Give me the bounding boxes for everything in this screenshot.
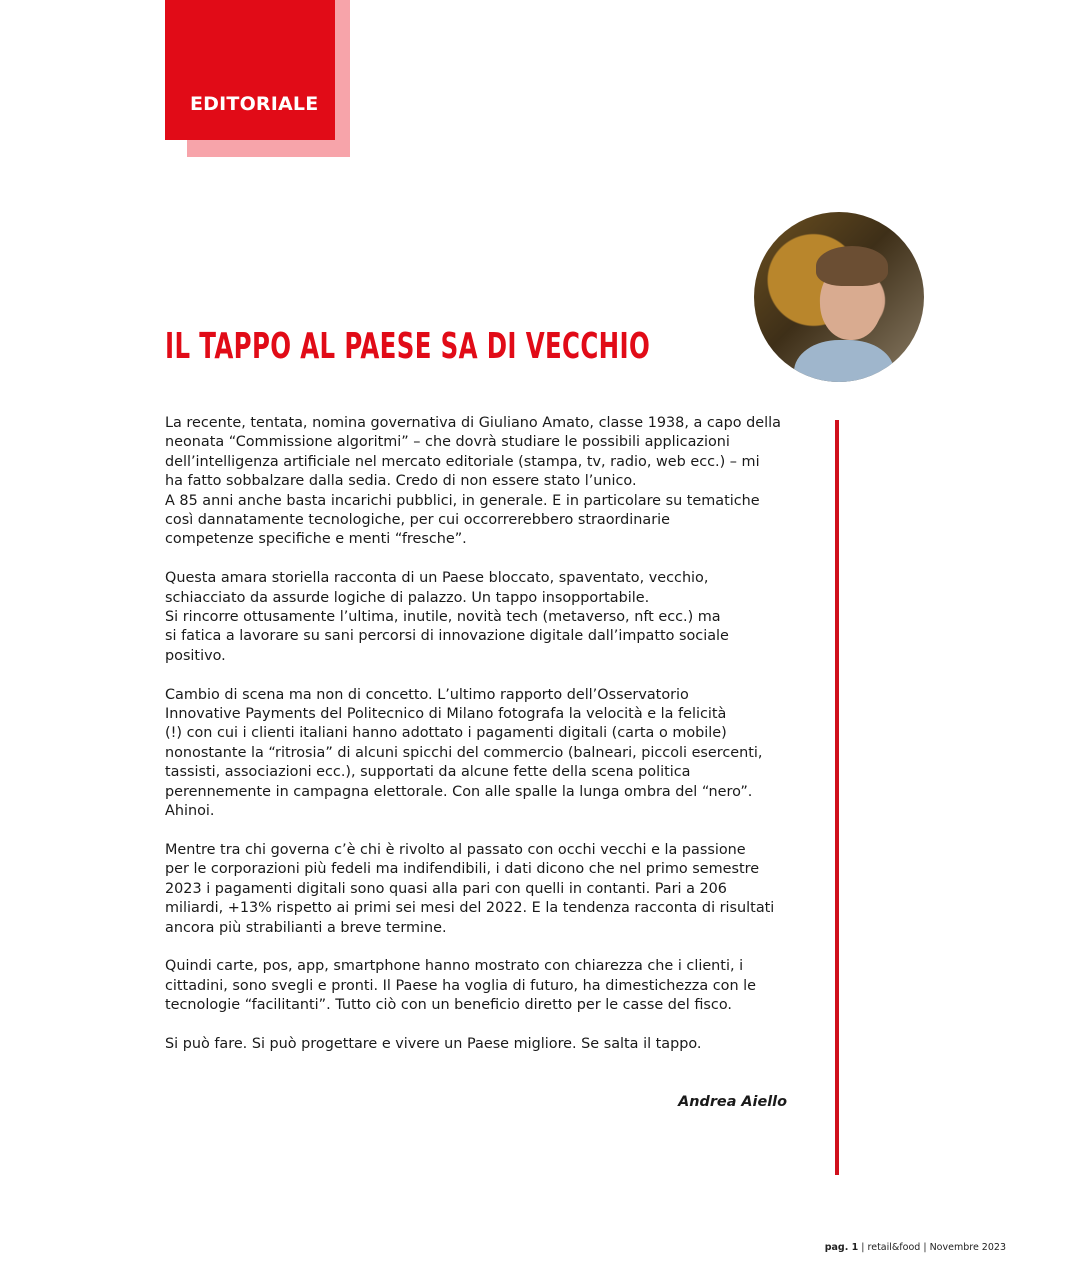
text-line: A 85 anni anche basta incarichi pubblici, in generale. E in particolare su tematiche [165,492,760,509]
magazine-name: retail&food [867,1242,921,1253]
paragraph [165,1035,795,1054]
text-line: positivo. [165,647,226,664]
page-footer [825,1242,1006,1253]
paragraph [165,569,795,666]
issue-date: Novembre 2023 [929,1242,1006,1253]
article-body [165,414,795,1074]
text-line: 2023 i pagamenti digitali sono quasi alla pari con quelli in contanti. Pari a 206 [165,880,727,897]
text-line: perennemente in campagna elettorale. Con alle spalle la lunga ombra del “nero”. [165,783,753,800]
text-line: tecnologie “facilitanti”. Tutto ciò con un beneficio diretto per le casse del fisco. [165,997,732,1014]
text-line: Questa amara storiella racconta di un Paese bloccato, spaventato, vecchio, [165,570,709,587]
text-line: Ahinoi. [165,803,215,820]
vertical-divider [835,420,839,1175]
text-line: Quindi carte, pos, app, smartphone hanno mostrato con chiarezza che i clienti, i [165,958,744,975]
text-line: competenze specifiche e menti “fresche”. [165,531,467,548]
page-number: pag. 1 [824,1242,859,1253]
paragraph [165,686,795,822]
author-signature: Andrea Aiello [678,1094,787,1110]
paragraph [165,414,795,550]
text-line: La recente, tentata, nomina governativa di Giuliano Amato, classe 1938, a capo della [165,415,781,431]
text-line: neonata “Commissione algoritmi” – che dovrà studiare le possibili applicazioni [165,434,730,451]
paragraph [165,841,795,938]
article-headline: IL TAPPO AL PAESE SA DI VECCHIO [165,326,651,367]
section-badge [165,0,335,140]
text-line: (!) con cui i clienti italiani hanno adottato i pagamenti digitali (carta o mobile) [165,725,727,742]
text-line: nonostante la “ritrosia” di alcuni spicchi del commercio (balneari, piccoli esercenti, [165,744,763,761]
portrait-hair [816,246,888,286]
paragraph [165,957,795,1015]
text-line: Innovative Payments del Politecnico di Milano fotografa la velocità e la felicità [165,706,727,723]
text-line: per le corporazioni più fedeli ma indifendibili, i dati dicono che nel primo semestre [165,861,760,878]
text-line: miliardi, +13% rispetto ai primi sei mesi del 2022. E la tendenza racconta di risultati [165,900,775,917]
text-line: Si può fare. Si può progettare e vivere un Paese migliore. Se salta il tappo. [165,1035,702,1052]
portrait-shirt [794,340,894,382]
text-line: si fatica a lavorare su sani percorsi di innovazione digitale dall’impatto sociale [165,628,729,645]
text-line: Cambio di scena ma non di concetto. L’ultimo rapporto dell’Osservatorio [165,686,689,703]
text-line: ancora più strabilianti a breve termine. [165,919,447,936]
text-line: Mentre tra chi governa c’è chi è rivolto al passato con occhi vecchi e la passione [165,841,746,858]
author-portrait [754,212,924,382]
text-line: schiacciato da assurde logiche di palazzo. Un tappo insopportabile. [165,589,650,606]
text-line: cittadini, sono svegli e pronti. Il Paese ha voglia di futuro, ha dimestichezza con le [165,977,756,994]
footer-separator: | [861,1242,865,1253]
text-line: tassisti, associazioni ecc.), supportati da alcune fette della scena politica [165,764,691,781]
text-line: Si rincorre ottusamente l’ultima, inutile, novità tech (metaverso, nft ecc.) ma [165,609,721,626]
text-line: dell’intelligenza artificiale nel mercato editoriale (stampa, tv, radio, web ecc.) – mi [165,453,760,470]
text-line: così dannatamente tecnologiche, per cui occorrerebbero straordinarie [165,512,670,529]
section-badge-label: EDITORIALE [190,93,319,115]
footer-separator: | [923,1242,927,1253]
text-line: ha fatto sobbalzare dalla sedia. Credo di non essere stato l’unico. [165,473,637,490]
